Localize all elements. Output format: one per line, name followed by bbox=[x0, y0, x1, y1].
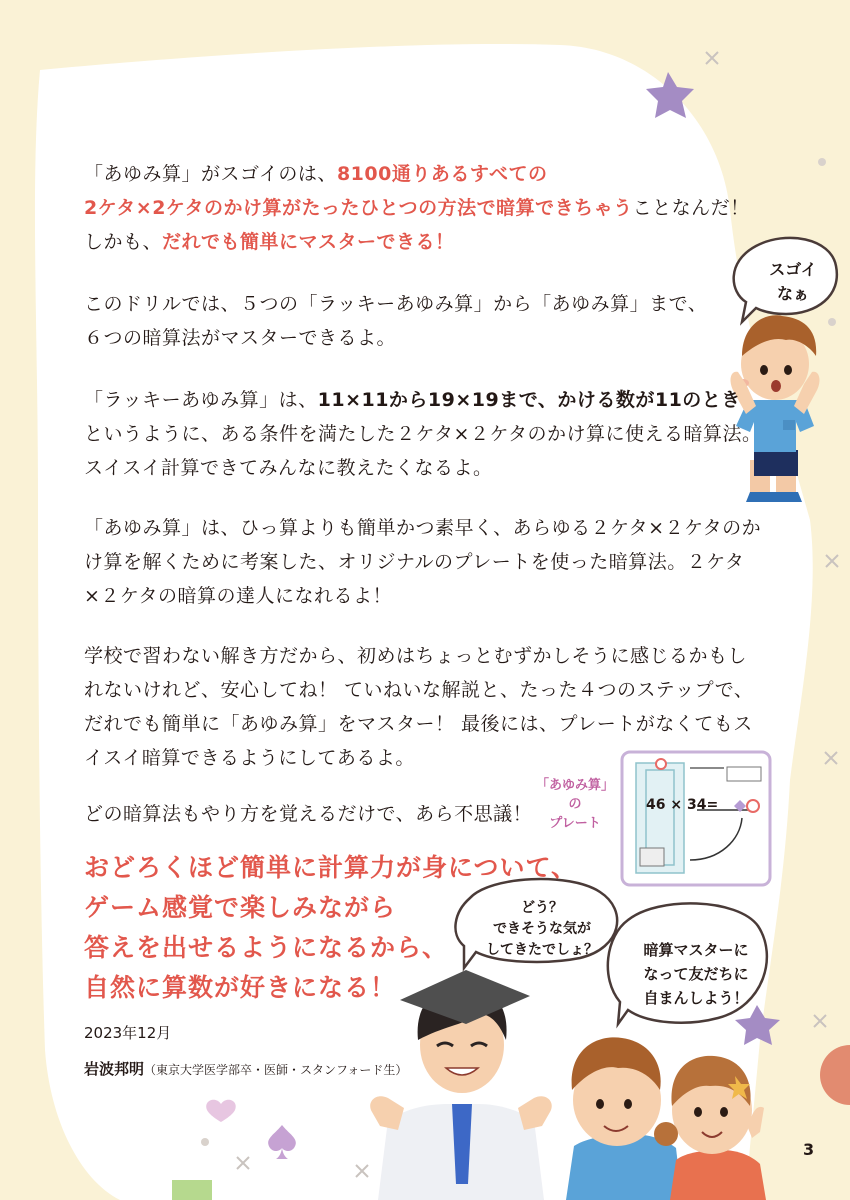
text-span: しかも、 bbox=[84, 231, 163, 253]
bold-text: 11×11から19×19まで、かける数が11のとき bbox=[317, 389, 741, 411]
intro-line-2 bbox=[84, 190, 750, 226]
bubble-boy-text bbox=[758, 258, 828, 306]
decor-square bbox=[172, 1180, 212, 1200]
paragraph-5-line-3: だれでも簡単に「あゆみ算」をマスター！ 最後には、プレートがなくてもス bbox=[84, 713, 753, 735]
intro-line-1 bbox=[84, 156, 547, 192]
paragraph-5-line-1: 学校で習わない解き方だから、初めはちょっとむずかしそうに感じるかもし bbox=[84, 645, 748, 667]
bubble-line: なって友だちに bbox=[643, 965, 749, 983]
paragraph-2-line-2: ６つの暗算法がマスターできるよ。 bbox=[84, 327, 397, 349]
page-number: 3 bbox=[803, 1140, 815, 1159]
highlight-line-2: ゲーム感覚で楽しみながら bbox=[84, 893, 397, 922]
bubble-line: スゴイ bbox=[769, 260, 817, 279]
bubble-line: できそうな気が bbox=[493, 921, 591, 937]
highlight-text: 2ケタ×2ケタのかけ算がたったひとつの方法で暗算できちゃう bbox=[84, 197, 633, 219]
paragraph-4-line-1: 「あゆみ算」は、ひっ算よりも簡単かつ素早く、あらゆる２ケタ×２ケタのか bbox=[84, 517, 762, 539]
text-span: 「あゆみ算」がスゴイのは、 bbox=[84, 163, 337, 185]
bubble-line: してきたでしょ？ bbox=[486, 942, 598, 958]
paragraph-4-line-2: け算を解くために考案した、オリジナルのプレートを使った暗算法。２ケタ bbox=[84, 551, 745, 573]
paragraph-6: どの暗算法もやり方を覚えるだけで、あら不思議！ bbox=[84, 803, 533, 825]
highlight-line-4: 自然に算数が好きになる！ bbox=[84, 973, 397, 1002]
plate-illustration bbox=[622, 752, 770, 885]
bubble-line: どう？ bbox=[521, 900, 563, 916]
bubble-teacher-text bbox=[472, 898, 612, 961]
paragraph-2-line-1: このドリルでは、５つの「ラッキーあゆみ算」から「あゆみ算」まで、 bbox=[84, 293, 708, 315]
paragraph-3-line-2: というように、ある条件を満たした２ケタ×２ケタのかけ算に使える暗算法。 bbox=[84, 423, 762, 445]
bubble-line: 暗算マスターに bbox=[643, 941, 749, 959]
signature-line bbox=[84, 1058, 407, 1081]
text-span: ことなんだ！ bbox=[632, 197, 750, 219]
bubble-kids-text bbox=[626, 938, 766, 1010]
paragraph-3-line-1 bbox=[84, 382, 741, 418]
plate-label-line: 「あゆみ算」 bbox=[536, 778, 615, 793]
paragraph-4-line-3: ×２ケタの暗算の達人になれるよ！ bbox=[84, 585, 392, 607]
bubble-line: なぁ bbox=[776, 284, 809, 303]
paragraph-3-line-3: スイスイ計算できてみんなに教えたくなるよ。 bbox=[84, 457, 493, 479]
author-name: 岩波邦明 bbox=[84, 1060, 145, 1078]
text-span: 「ラッキーあゆみ算」は、 bbox=[84, 389, 318, 411]
paragraph-5-line-2: れないけれど、安心してね！ ていねいな解説と、たった４つのステップで、 bbox=[84, 679, 754, 701]
plate-equation: 46 × 34= bbox=[646, 797, 719, 813]
highlight-line-3: 答えを出せるようになるから、 bbox=[84, 933, 449, 962]
paragraph-5-line-4: イスイ暗算できるようにしてあるよ。 bbox=[84, 747, 415, 769]
bubble-line: 自まんしよう！ bbox=[643, 989, 749, 1007]
plate-label-line: の bbox=[568, 797, 582, 812]
highlight-text: だれでも簡単にマスターできる！ bbox=[162, 231, 455, 253]
signature-date: 2023年12月 bbox=[84, 1024, 172, 1042]
intro-line-3 bbox=[84, 224, 455, 260]
plate-label-line: プレート bbox=[549, 816, 601, 831]
highlight-text: 8100通りあるすべての bbox=[336, 163, 548, 185]
plate-label bbox=[536, 776, 614, 833]
highlight-line-1: おどろくほど簡単に計算力が身について、 bbox=[84, 853, 578, 882]
decor-circle bbox=[820, 1045, 850, 1105]
author-affiliation: （東京大学医学部卒・医師・スタンフォード生） bbox=[144, 1063, 408, 1077]
